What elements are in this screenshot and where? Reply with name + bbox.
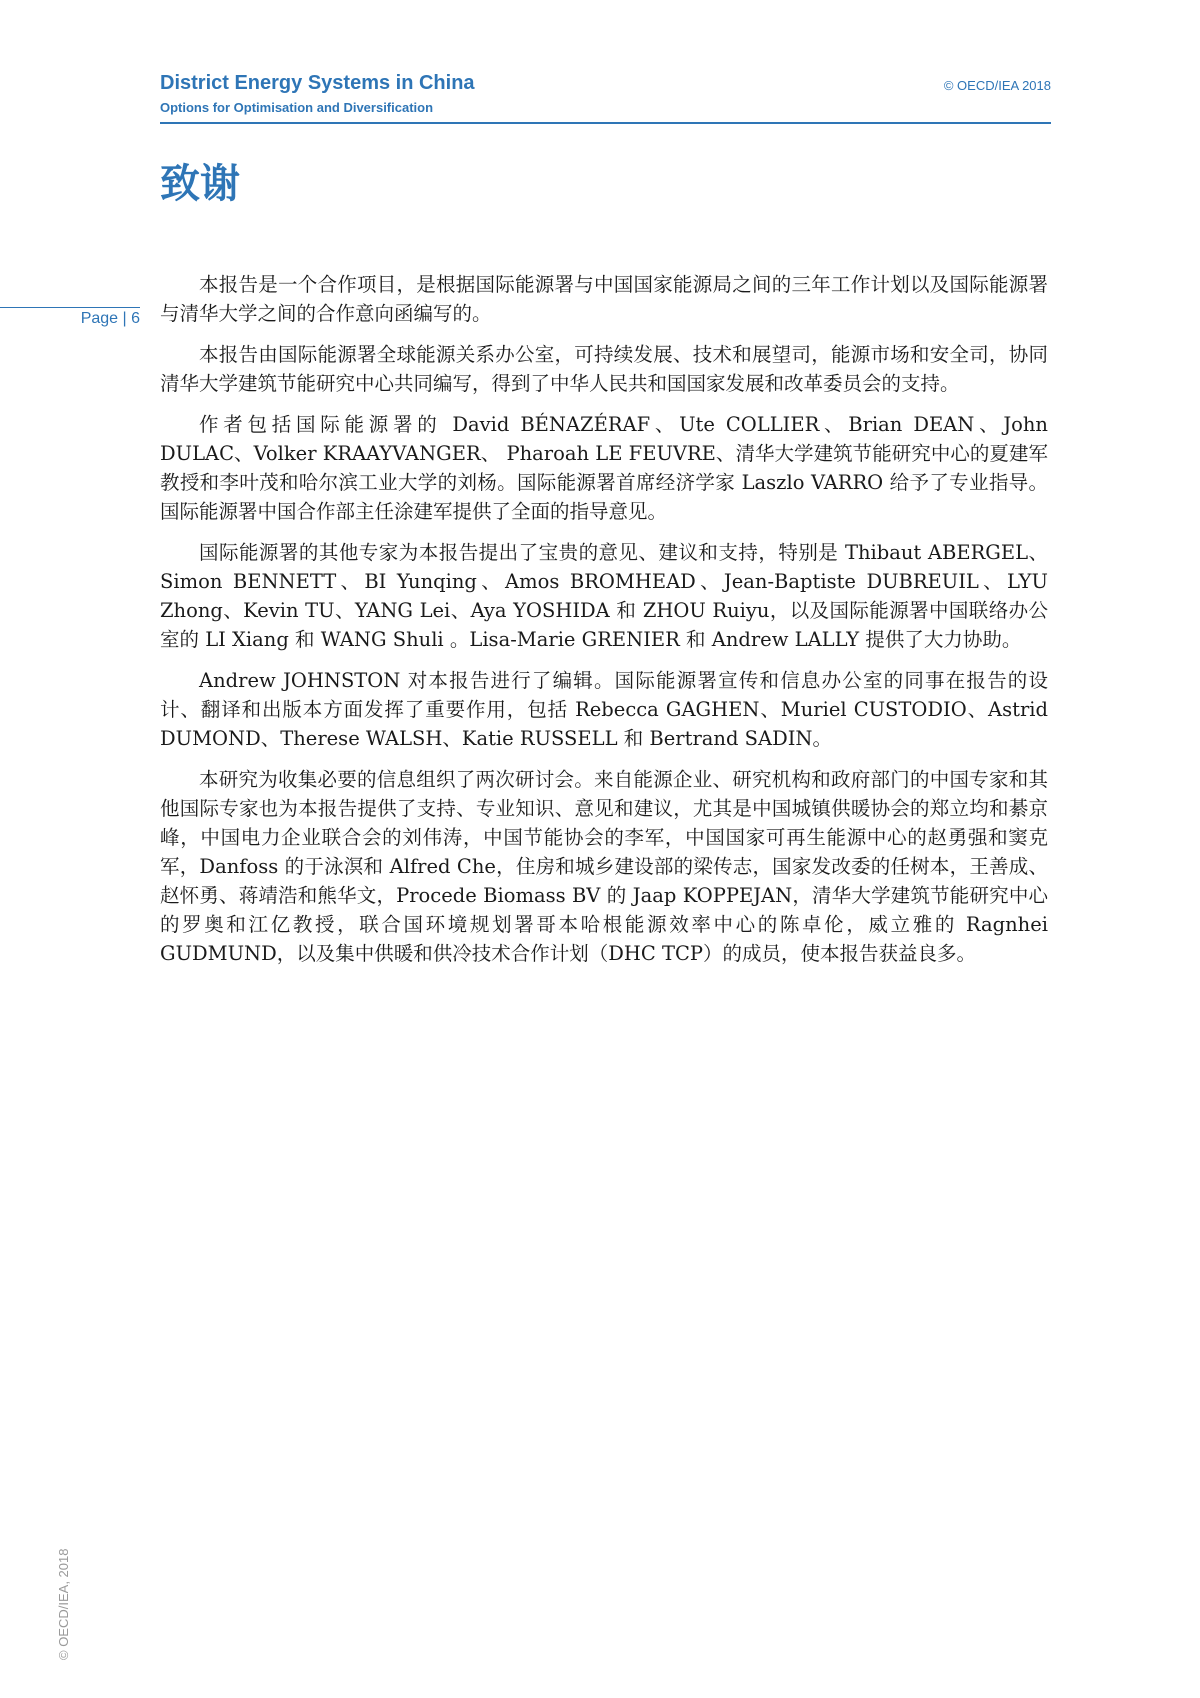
page-number-rule bbox=[0, 307, 140, 308]
paragraph: 国际能源署的其他专家为本报告提出了宝贵的意见、建议和支持，特别是 Thibaut ABERGEL、Simon BENNETT、BI Yunqing、Amos BROMHEAD、Jean-Baptiste DUBREUIL、LYU Zhong、Kevin TU、YANG Lei、Aya YOSHIDA 和 ZHOU Ruiyu，以及国际能源署中国联络办公室的 LI Xiang 和 WANG Shuli 。Lisa-Marie GRENIER 和 Andrew LALLY 提供了大力协助。 bbox=[160, 541, 1048, 651]
report-title: District Energy Systems in China bbox=[160, 72, 475, 94]
page-title: 致谢 bbox=[160, 161, 240, 207]
paragraph: 作者包括国际能源署的 David BÉNAZÉRAF、Ute COLLIER、Brian DEAN、John DULAC、Volker KRAAYVANGER、 Pharoah LE FEUVRE、清华大学建筑节能研究中心的夏建军教授和李叶茂和哈尔滨工业大学的刘杨。国际能源署首席经济学家 Laszlo VARRO 给予了专业指导。国际能源署中国合作部主任涂建军提供了全面的指导意见。 bbox=[160, 413, 1048, 523]
header-copyright: © OECD/IEA 2018 bbox=[943, 78, 1051, 93]
report-subtitle: Options for Optimisation and Diversification bbox=[160, 100, 434, 115]
page-header bbox=[160, 72, 1051, 124]
side-copyright-watermark: © OECD/IEA, 2018 bbox=[56, 1548, 71, 1660]
paragraph: 本报告是一个合作项目，是根据国际能源署与中国国家能源局之间的三年工作计划以及国际能源署与清华大学之间的合作意向函编写的。 bbox=[160, 273, 1048, 325]
acknowledgements-body bbox=[160, 270, 1048, 980]
paragraph: Andrew JOHNSTON 对本报告进行了编辑。国际能源署宣传和信息办公室的同事在报告的设计、翻译和出版本方面发挥了重要作用，包括 Rebecca GAGHEN、Muriel CUSTODIO、Astrid DUMOND、Therese WALSH、Katie RUSSELL 和 Bertrand SADIN。 bbox=[160, 669, 1048, 750]
paragraph: 本研究为收集必要的信息组织了两次研讨会。来自能源企业、研究机构和政府部门的中国专家和其他国际专家也为本报告提供了支持、专业知识、意见和建议，尤其是中国城镇供暖协会的郑立均和綦京峰，中国电力企业联合会的刘伟涛，中国节能协会的李军，中国国家可再生能源中心的赵勇强和窦克军，Danfoss 的于泳溟和 Alfred Che，住房和城乡建设部的梁传志，国家发改委的任树本，王善成、赵怀勇、蒋靖浩和熊华文，Procede Biomass BV 的 Jaap KOPPEJAN，清华大学建筑节能研究中心的罗奥和江亿教授，联合国环境规划署哥本哈根能源效率中心的陈卓伦，威立雅的 Ragnhei GUDMUND，以及集中供暖和供冷技术合作计划（DHC TCP）的成员，使本报告获益良多。 bbox=[160, 768, 1048, 965]
page-number: Page | 6 bbox=[80, 310, 140, 327]
paragraph: 本报告由国际能源署全球能源关系办公室，可持续发展、技术和展望司，能源市场和安全司，协同清华大学建筑节能研究中心共同编写，得到了中华人民共和国国家发展和改革委员会的支持。 bbox=[160, 343, 1048, 395]
